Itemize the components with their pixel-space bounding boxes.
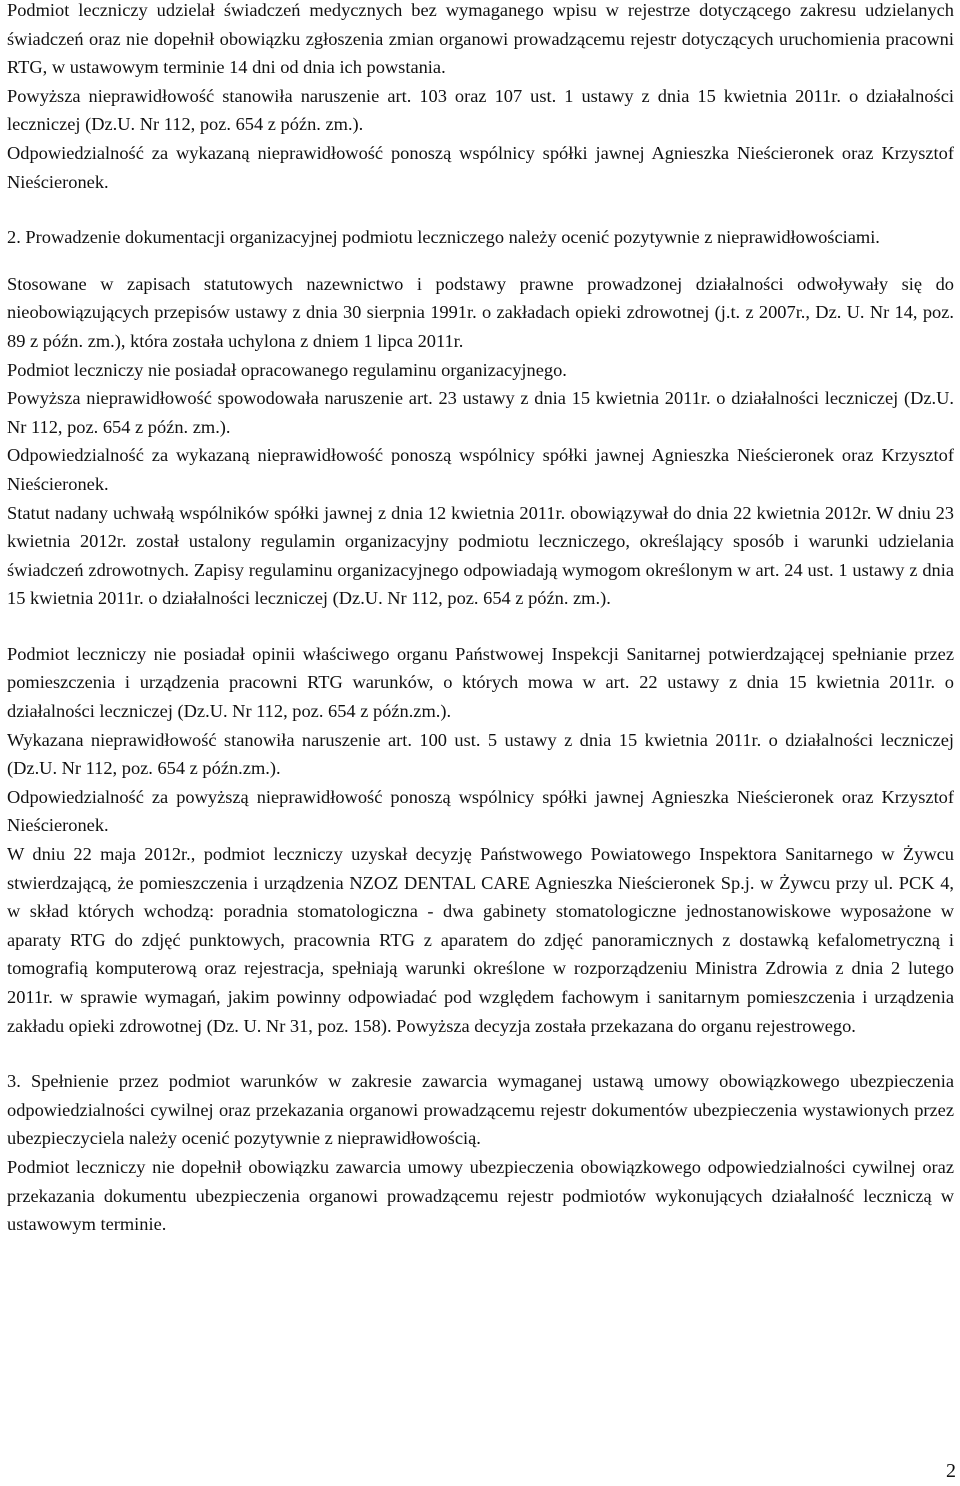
paragraph-violation-art-103-107: Powyższa nieprawidłowość stanowiła naruszenie art. 103 oraz 107 ust. 1 ustawy z dnia 15 kwietnia 2011r. o działalności leczniczej (Dz.U. Nr 112, poz. 654 z późn. zm.). [7,85,954,135]
paragraph-violation-art-100: Wykazana nieprawidłowość stanowiła naruszenie art. 100 ust. 5 ustawy z dnia 15 kwietnia 2011r. o działalności leczniczej (Dz.U. Nr 112, poz. 654 z późn.zm.). [7,729,954,779]
section-3-heading: 3. Spełnienie przez podmiot warunków w zakresie zawarcia wymaganej ustawą umowy obowiązkowego ubezpieczenia odpowiedzialności cywilnej oraz przekazania organowi prowadzącemu rejestr dokumentów ubezpieczenia wystawionych przez ubezpieczyciela należy ocenić pozytywnie z nieprawidłowością. [7,1071,954,1149]
spacer [7,613,954,640]
paragraph-responsibility-2: Odpowiedzialność za wykazaną nieprawidłowość ponoszą wspólnicy spółki jawnej Agnieszka Nieścieronek oraz Krzysztof Nieścieronek. [7,445,954,494]
paragraph-no-regulations: Podmiot leczniczy nie posiadał opracowanego regulaminu organizacyjnego. [7,359,567,380]
paragraph-insurance-violation: Podmiot leczniczy nie dopełnił obowiązku zawarcia umowy ubezpieczenia obowiązkowego odpowiedzialności cywilnej oraz przekazania dokumentu ubezpieczenia organowi prowadzącemu rejestr podmiotów wykonujących działalność leczniczą w ustawowym terminie. [7,1156,954,1235]
paragraph-violation-art-23: Powyższa nieprawidłowość spowodowała naruszenie art. 23 ustawy z dnia 15 kwietnia 2011r. o działalności leczniczej (Dz.U. Nr 112, poz. 654 z późn. zm.). [7,388,954,437]
paragraph-no-sanitary-opinion: Podmiot leczniczy nie posiadał opinii właściwego organu Państwowej Inspekcji Sanitarnej potwierdzającej spełnianie przez pomieszczenia i urządzenia pracowni RTG warunków, o których mowa w art. 22 ustawy z dnia 15 kwietnia 2011r. o działalności leczniczej (Dz.U. Nr 112, poz. 654 z późn.zm.). [7,643,954,722]
paragraph-statute-dates: Statut nadany uchwałą wspólników spółki jawnej z dnia 12 kwietnia 2011r. obowiązywał do dnia 22 kwietnia 2012r. W dniu 23 kwietnia 2012r. został ustalony regulamin organizacyjny podmiotu leczniczego, określający sposób i warunki udzielania świadczeń zdrowotnych. Zapisy regulaminu organizacyjnego odpowiadają wymogom określonym w art. 24 ust. 1 ustawy z dnia 15 kwietnia 2011r. o działalności leczniczej (Dz.U. Nr 112, poz. 654 z późn. zm.). [7,502,954,609]
paragraph-responsibility-1: Odpowiedzialność za wykazaną nieprawidłowość ponoszą wspólnicy spółki jawnej Agnieszka Nieścieronek oraz Krzysztof Nieścieronek. [7,142,954,192]
paragraph-sanitary-decision: W dniu 22 maja 2012r., podmiot leczniczy uzyskał decyzję Państwowego Powiatowego Inspektora Sanitarnego w Żywcu stwierdzającą, że pomieszczenia i urządzenia NZOZ DENTAL CARE Agnieszka Nieścieronek Sp.j. w Żywcu przy ul. PCK 4, w skład których wchodzą: poradnia stomatologiczna - dwa gabinety stomatologiczne jednostanowiskowe wyposażone w aparaty RTG do zdjęć punktowych, pracownia RTG z aparatem do zdjęć panoramicznych z dostawką kefalometryczną i tomografią komputerową oraz rejestracja, spełniają warunki określone w rozporządzeniu Ministra Zdrowia z dnia 2 lutego 2011r. w sprawie wymagań, jakim powinny odpowiadać pod względem fachowym i sanitarnym pomieszczenia i urządzenia zakładu opieki zdrowotnej (Dz. U. Nr 31, poz. 158). Powyższa decyzja została przekazana do organu rejestrowego. [7,844,954,1036]
spacer [7,196,954,223]
paragraph-registry-violation: Podmiot leczniczy udzielał świadczeń medycznych bez wymaganego wpisu w rejestrze dotyczącego zakresu udzielanych świadczeń oraz nie dopełnił obowiązku zgłoszenia zmian organowi prowadzącemu rejestr dotyczących uruchomienia pracowni RTG, w ustawowym terminie 14 dni od dnia ich powstania. [7,0,954,78]
spacer [7,1040,954,1067]
paragraph-responsibility-3: Odpowiedzialność za powyższą nieprawidłowość ponoszą wspólnicy spółki jawnej Agnieszka Nieścieronek oraz Krzysztof Nieścieronek. [7,786,954,836]
page-number: 2 [946,1460,956,1482]
paragraph-statute-terminology: Stosowane w zapisach statutowych nazewnictwo i podstawy prawne prowadzonej działalności odwoływały się do nieobowiązujących przepisów ustawy z dnia 30 sierpnia 1991r. o zakładach opieki zdrowotnej (j.t. z 2007r., Dz. U. Nr 14, poz. 89 z późn. zm.), która została uchylona z dniem 1 lipca 2011r. [7,273,954,351]
spacer [7,252,954,270]
section-2-heading: 2. Prowadzenie dokumentacji organizacyjnej podmiotu leczniczego należy ocenić pozytywnie z nieprawidłowościami. [7,227,880,248]
